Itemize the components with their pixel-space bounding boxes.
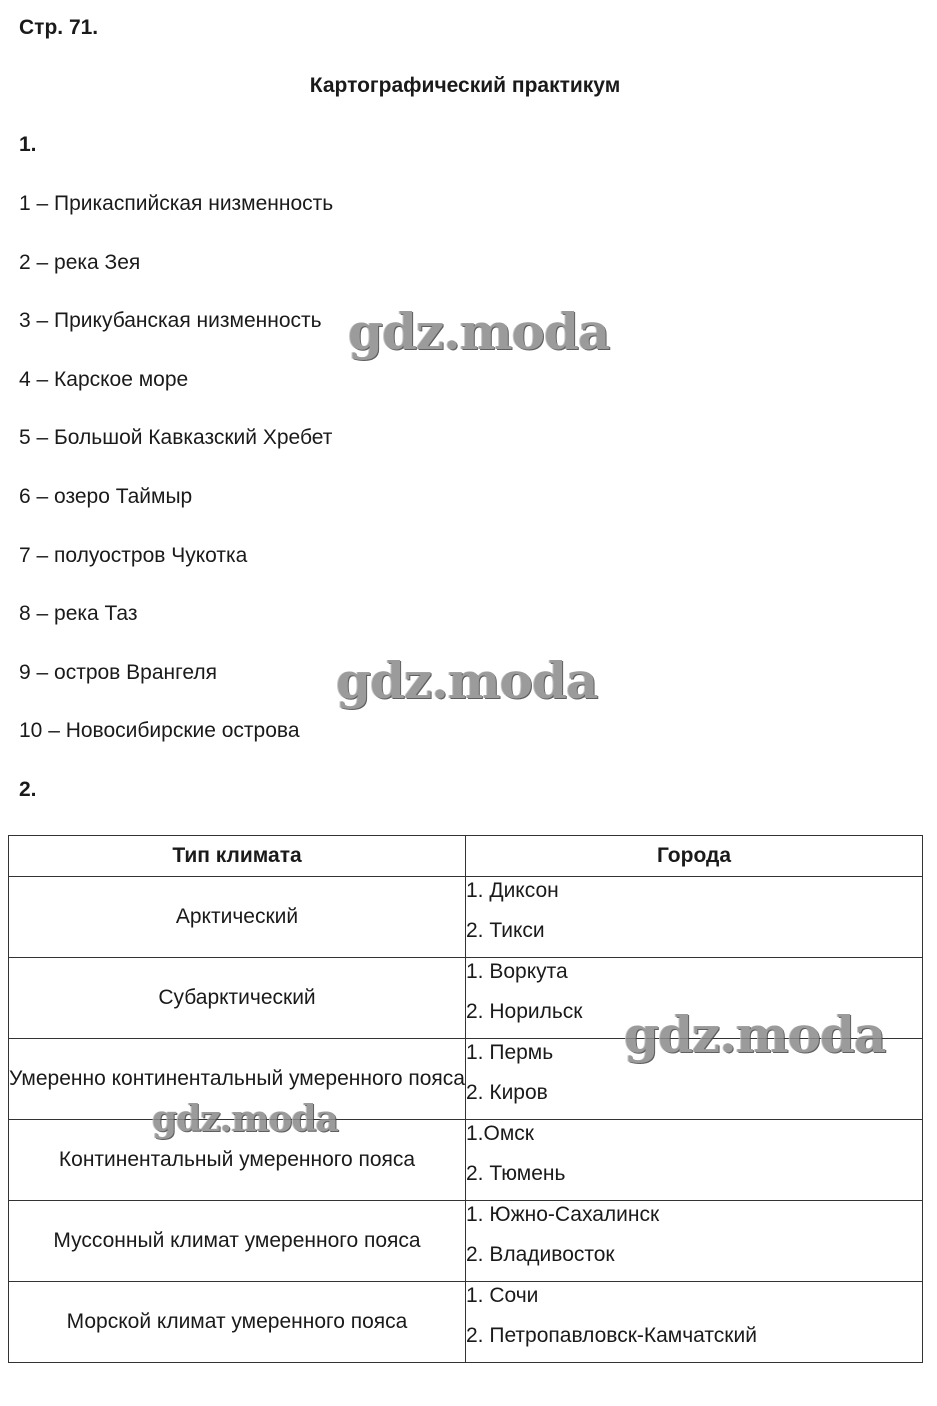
city: 1. Южно-Сахалинск bbox=[466, 1203, 660, 1226]
list-item: 7 – полуостров Чукотка bbox=[19, 543, 248, 567]
city: 1. Воркута bbox=[466, 960, 568, 983]
climate-type-cell: Умеренно континентальный умеренного пояса bbox=[9, 1039, 466, 1120]
list-item: 8 – река Таз bbox=[19, 602, 138, 626]
table-row bbox=[9, 1120, 923, 1201]
climate-type-cell: Муссонный климат умеренного пояса bbox=[9, 1201, 466, 1282]
table-row bbox=[9, 1201, 923, 1282]
climate-table bbox=[8, 835, 923, 1363]
table-header-row bbox=[9, 836, 923, 877]
list-item: 9 – остров Врангеля bbox=[19, 660, 217, 684]
page-number: Стр. 71. bbox=[19, 16, 99, 39]
table-row bbox=[9, 1282, 923, 1363]
cities-cell bbox=[466, 1201, 923, 1282]
section-2-number: 2. bbox=[19, 778, 37, 801]
city: 1. Сочи bbox=[466, 1284, 539, 1307]
climate-type-cell: Морской климат умеренного пояса bbox=[9, 1282, 466, 1363]
page-title: Картографический практикум bbox=[309, 74, 621, 97]
header-climate-type: Тип климата bbox=[9, 836, 466, 877]
city: 1. Диксон bbox=[466, 879, 559, 902]
table-row bbox=[9, 877, 923, 958]
section-1-number: 1. bbox=[19, 133, 37, 156]
city: 1.Омск bbox=[466, 1122, 534, 1145]
list-item: 3 – Прикубанская низменность bbox=[19, 309, 322, 333]
watermark: gdz.moda bbox=[336, 651, 598, 710]
list-item: 5 – Большой Кавказский Хребет bbox=[19, 426, 333, 450]
watermark: gdz.moda bbox=[152, 1098, 338, 1140]
cities-cell bbox=[466, 1282, 923, 1363]
watermark: gdz.moda bbox=[624, 1005, 886, 1064]
header-cities: Города bbox=[466, 836, 923, 877]
climate-type-cell: Субарктический bbox=[9, 958, 466, 1039]
list-item: 2 – река Зея bbox=[19, 250, 141, 274]
cities-cell bbox=[466, 877, 923, 958]
city: 2. Тюмень bbox=[466, 1162, 566, 1185]
list-item: 6 – озеро Таймыр bbox=[19, 484, 193, 508]
cities-cell bbox=[466, 1120, 923, 1201]
watermark: gdz.moda bbox=[348, 302, 610, 361]
list-item: 10 – Новосибирские острова bbox=[19, 719, 300, 743]
city: 1. Пермь bbox=[466, 1041, 554, 1064]
city: 2. Петропавловск-Камчатский bbox=[466, 1324, 757, 1347]
city: 2. Тикси bbox=[466, 919, 545, 942]
climate-type-cell: Арктический bbox=[9, 877, 466, 958]
city: 2. Киров bbox=[466, 1081, 548, 1104]
city: 2. Владивосток bbox=[466, 1243, 615, 1266]
city: 2. Норильск bbox=[466, 1000, 583, 1023]
climate-type-cell: Континентальный умеренного пояса bbox=[9, 1120, 466, 1201]
list-item: 4 – Карское море bbox=[19, 367, 189, 391]
list-item: 1 – Прикаспийская низменность bbox=[19, 192, 334, 215]
answer-list bbox=[19, 190, 333, 776]
